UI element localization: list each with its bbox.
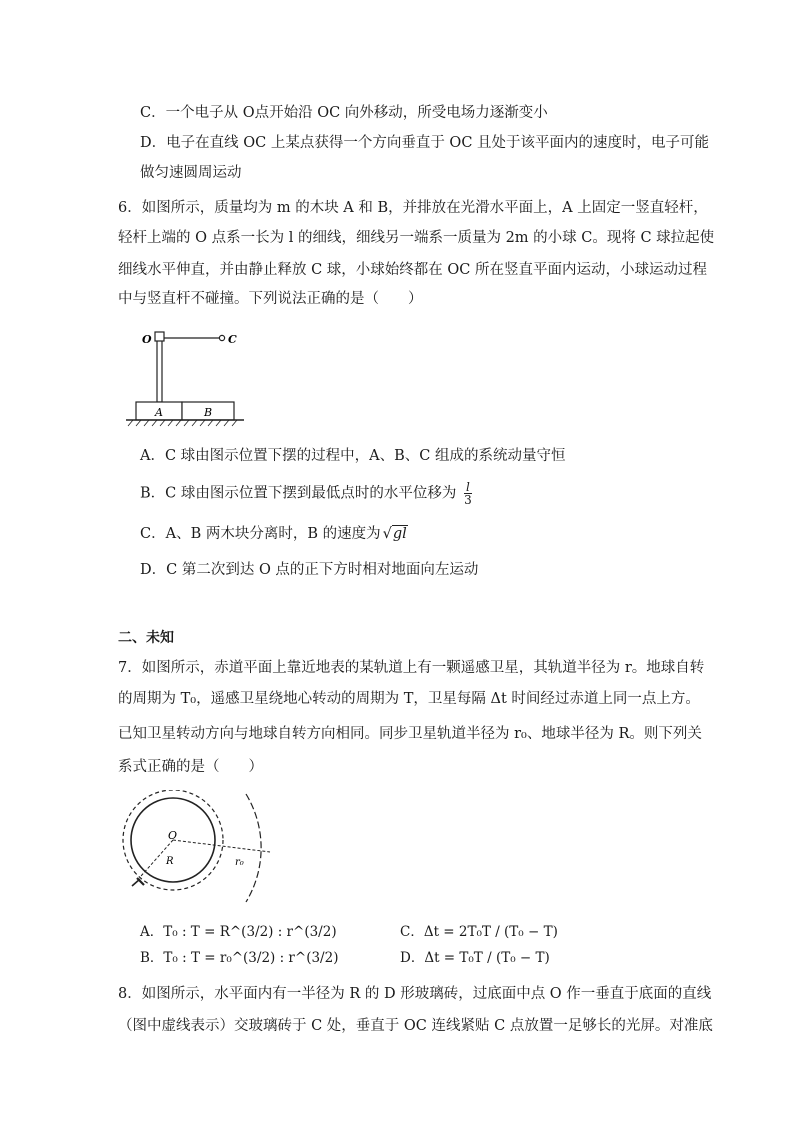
q7-option-d: D．Δt = T₀T / (T₀ − T) [400,950,550,966]
q6-option-b-text: B．C 球由图示位置下摆到最低点时的水平位移为 [140,485,457,502]
q6-figure-label-b: B [204,406,213,419]
q6-option-b-fraction [464,481,472,506]
q6-option-b-numerator: l [465,480,470,494]
q6-option-b-denominator: 3 [464,493,472,507]
q7-stem-line3: 已知卫星转动方向与地球自转方向相同。同步卫星轨道半径为 r₀、地球半径为 R。则下列关 [118,726,702,742]
q5-option-c: C．一个电子从 O点开始沿 OC 向外移动，所受电场力逐渐变小 [140,105,548,121]
q6-option-d: D．C 第二次到达 O 点的正下方时相对地面向左运动 [140,562,479,578]
q6-option-c-radicand: gl [392,526,407,542]
q7-stem-line2: 的周期为 T₀，遥感卫星绕地心转动的周期为 T，卫星每隔 Δt 时间经过赤道上同一点上方。 [118,691,700,707]
section-title: 二、未知 [118,630,174,646]
q6-stem-line1: 6．如图所示，质量均为 m 的木块 A 和 B，并排放在光滑水平面上，A 上固定一竖直轻杆， [118,200,708,216]
q7-option-a: A．T₀ : T = R^(3/2) : r^(3/2) [140,924,337,940]
q6-figure-label-c: C [228,333,237,346]
satellite-icon [132,878,144,886]
q7-figure-orbits [118,790,278,908]
q5-option-d-line2: 做匀速圆周运动 [140,165,242,181]
q6-figure-label-a: A [155,406,163,419]
q7-figure-label-r0: r₀ [235,857,244,868]
q6-figure-label-o: O [142,333,152,346]
q7-figure-label-r: R [166,856,174,867]
q6-figure-blocks-pendulum [120,322,250,430]
q8-stem-line1: 8．如图所示，水平面内有一半径为 R 的 D 形玻璃砖，过底面中点 O 作一垂直于底面的直线 [118,986,712,1002]
q6-stem-line3: 细线水平伸直，并由静止释放 C 球，小球始终都在 OC 所在竖直平面内运动，小球运动过程 [118,262,708,278]
q7-stem-line1: 7．如图所示，赤道平面上靠近地表的某轨道上有一颗遥感卫星，其轨道半径为 r。地球自转 [118,660,705,676]
q7-option-c: C．Δt = 2T₀T / (T₀ − T) [400,924,558,940]
q6-option-a: A．C 球由图示位置下摆的过程中，A、B、C 组成的系统动量守恒 [140,448,566,464]
q7-figure-label-o: O [168,829,178,842]
q5-option-d-line1: D．电子在直线 OC 上某点获得一个方向垂直于 OC 且处于该平面内的速度时，电子可能 [140,135,710,151]
q6-option-c-text: C．A、B 两木块分离时，B 的速度为 [140,526,381,542]
q6-option-b [140,481,472,506]
q6-stem-line2: 轻杆上端的 O 点系一长为 l 的细线，细线另一端系一质量为 2m 的小球 C。现将 C 球拉起使 [118,230,715,246]
q6-stem-line4: 中与竖直杆不碰撞。下列说法正确的是（ ） [118,291,423,307]
q7-stem-line4: 系式正确的是（ ） [118,759,263,775]
q7-option-b: B．T₀ : T = r₀^(3/2) : r^(3/2) [140,950,339,966]
sqrt-icon: √ [382,526,392,542]
q6-option-c [140,523,408,545]
q8-stem-line2: （图中虚线表示）交玻璃砖于 C 处，垂直于 OC 连线紧贴 C 点放置一足够长的光屏。对准底 [118,1018,713,1034]
